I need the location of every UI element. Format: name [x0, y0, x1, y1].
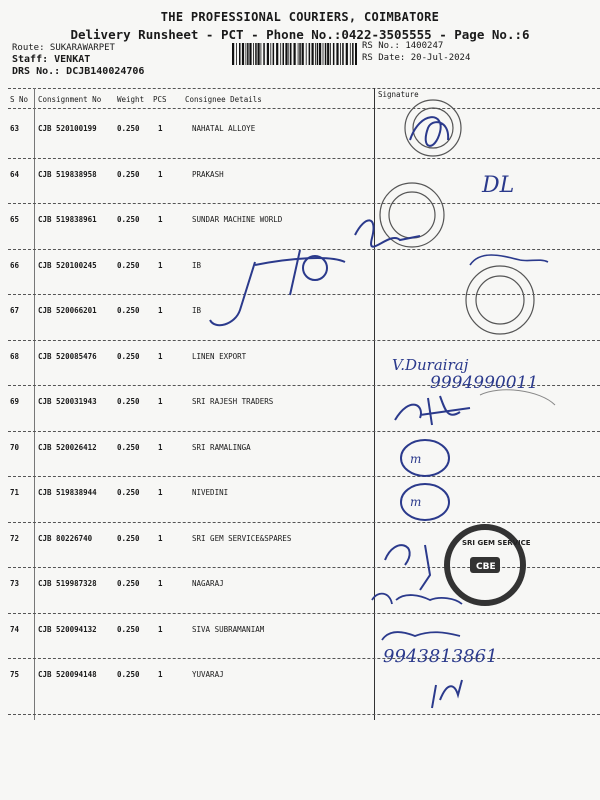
row-sno: 75: [10, 670, 20, 679]
row-pcs: 1: [158, 260, 163, 270]
row-consignee: YUVARAJ: [192, 670, 224, 679]
row-consignee: SRI GEM SERVICE&SPARES: [192, 533, 292, 543]
signature-scribble: [432, 680, 462, 708]
row-consignee: PRAKASH: [192, 169, 224, 179]
row-weight: 0.250: [117, 442, 140, 452]
row-consignment: CJB 520100245: [38, 260, 97, 270]
row-pcs: 1: [158, 533, 163, 543]
row-sno: 67: [10, 306, 20, 315]
col-header-sno: S No: [10, 95, 29, 104]
row-weight: 0.250: [117, 670, 140, 679]
row-consignment: CJB 520066201: [38, 306, 97, 315]
row-pcs: 1: [158, 351, 163, 361]
row-sno: 69: [10, 397, 20, 406]
row-consignment: CJB 520094132: [38, 624, 97, 634]
row-weight: 0.250: [117, 260, 140, 270]
svg-text:CBE: CBE: [476, 562, 496, 572]
col-header-weight: Weight: [117, 95, 145, 104]
signature-scribble: [470, 255, 548, 265]
row-sno: 72: [10, 533, 20, 543]
document-subtitle: Delivery Runsheet - PCT - Phone No.:0422-3505555 - Page No.:6: [70, 27, 530, 42]
signature-scribble: [355, 220, 420, 246]
dl-handwriting: DL: [482, 173, 515, 198]
row-pcs: 1: [158, 124, 163, 133]
row-consignment: CJB 519838944: [38, 488, 97, 497]
row-consignee: NAGARAJ: [192, 579, 224, 588]
signature-scribble: [382, 632, 460, 640]
row-weight: 0.250: [117, 124, 140, 133]
row-consignment: CJB 519838961: [38, 215, 97, 224]
row-pcs: 1: [158, 442, 163, 452]
row-weight: 0.250: [117, 488, 140, 497]
row-consignment: CJB 520026412: [38, 442, 97, 452]
company-stamp: [466, 266, 534, 334]
row-sno: 70: [10, 442, 20, 452]
row-consignee: SRI RAJESH TRADERS: [192, 397, 274, 406]
signature-text: m: [410, 495, 422, 509]
rs-number: RS No.: 1400247: [362, 41, 444, 51]
row-weight: 0.250: [117, 169, 140, 179]
gem-stamp: [447, 527, 531, 603]
svg-text:SRI GEM SERVICE: SRI GEM SERVICE: [462, 539, 531, 547]
row-pcs: 1: [158, 215, 163, 224]
row-pcs: 1: [158, 670, 163, 679]
row-weight: 0.250: [117, 306, 140, 315]
col-header-signature: Signature: [378, 90, 419, 99]
row-weight: 0.250: [117, 579, 140, 588]
col-header-consignee: Consignee Details: [185, 95, 262, 104]
handwritten-name: V.Durairaj: [392, 356, 469, 374]
row-consignee: IB: [192, 306, 202, 315]
staff-label: Staff: VENKAT: [12, 54, 91, 65]
row-consignee: SIVA SUBRAMANIAM: [192, 624, 265, 634]
drs-number: DRS No.: DCJB140024706: [12, 66, 145, 77]
signature-scribble: [372, 594, 462, 604]
row-pcs: 1: [158, 306, 163, 315]
row-consignment: CJB 519838958: [38, 169, 97, 179]
row-weight: 0.250: [117, 215, 140, 224]
row-weight: 0.250: [117, 351, 140, 361]
handwritten-phone: 9943813861: [383, 646, 498, 667]
row-consignment: CJB 520100199: [38, 124, 97, 133]
row-consignment: CJB 520085476: [38, 351, 97, 361]
signature-scribble: [395, 396, 470, 425]
row-weight: 0.250: [117, 533, 140, 543]
row-weight: 0.250: [117, 397, 140, 406]
row-consignment: CJB 520031943: [38, 397, 97, 406]
document-title: THE PROFESSIONAL COURIERS, COIMBATORE: [160, 10, 440, 24]
row-pcs: 1: [158, 579, 163, 588]
signature-scribble: [401, 484, 449, 520]
signature-text: m: [410, 452, 422, 466]
company-stamp: [405, 100, 461, 156]
row-consignment: CJB 80226740: [38, 533, 93, 543]
route-label: Route: SUKARAWARPET: [12, 43, 115, 53]
signature-scribble: [401, 440, 449, 476]
row-pcs: 1: [158, 488, 163, 497]
row-sno: 63: [10, 124, 20, 133]
row-sno: 74: [10, 624, 20, 634]
signature-scribble: [410, 117, 448, 146]
row-consignee: LINEN EXPORT: [192, 351, 247, 361]
row-pcs: 1: [158, 169, 163, 179]
row-weight: 0.250: [117, 624, 140, 634]
row-consignee: NAHATAL ALLOYE: [192, 124, 256, 133]
row-consignment: CJB 520094148: [38, 670, 97, 679]
row-consignee: IB: [192, 260, 202, 270]
row-consignment: CJB 519987328: [38, 579, 97, 588]
row-consignee: SUNDAR MACHINE WORLD: [192, 215, 283, 224]
row-sno: 64: [10, 169, 20, 179]
col-header-pcs: PCS: [153, 95, 167, 104]
signature-scribble: [303, 256, 327, 280]
col-header-consignment: Consignment No: [38, 95, 102, 104]
row-pcs: 1: [158, 397, 163, 406]
row-sno: 68: [10, 351, 20, 361]
row-pcs: 1: [158, 624, 163, 634]
row-consignee: NIVEDINI: [192, 488, 229, 497]
row-consignee: SRI RAMALINGA: [192, 442, 251, 452]
signature-scribble: [385, 545, 430, 590]
row-sno: 66: [10, 260, 20, 270]
row-sno: 73: [10, 579, 20, 588]
rs-date: RS Date: 20-Jul-2024: [362, 53, 471, 63]
row-sno: 65: [10, 215, 20, 224]
row-sno: 71: [10, 488, 20, 497]
handwritten-phone: 9994990011: [430, 373, 539, 393]
